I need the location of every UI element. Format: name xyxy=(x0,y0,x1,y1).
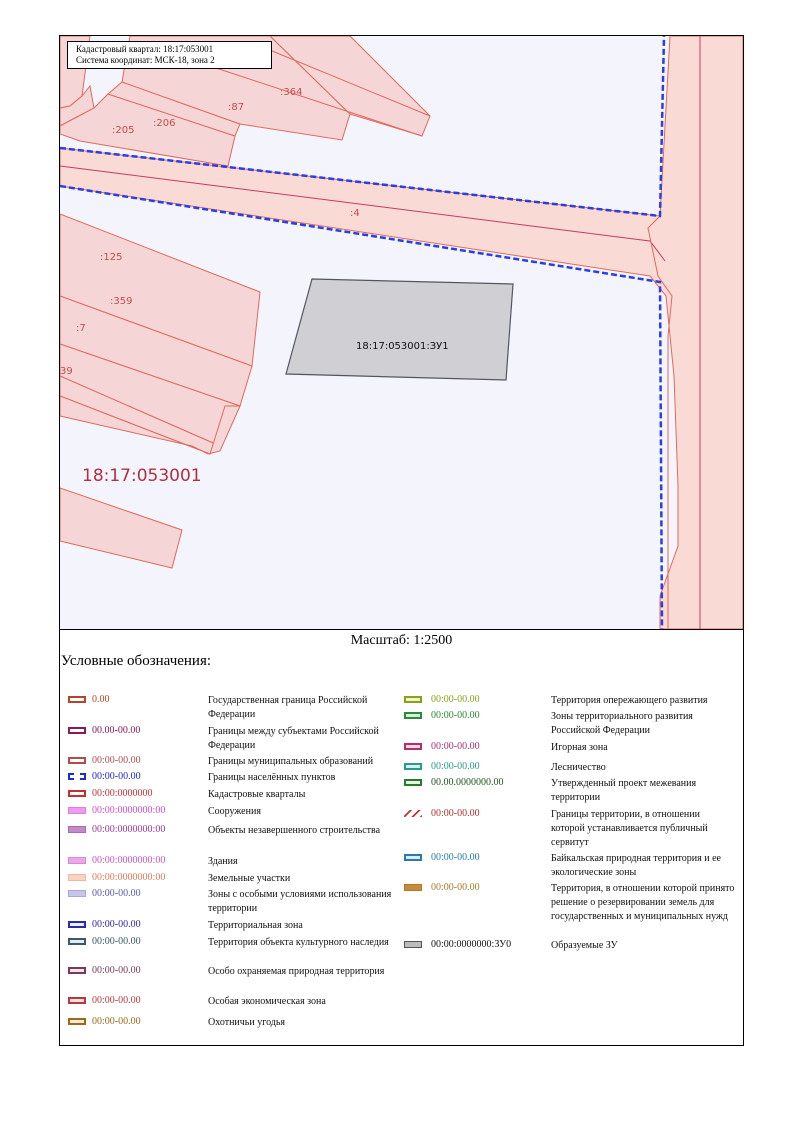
legend-description: Территория опережающего развития xyxy=(551,695,708,706)
legend-code: 00:00-00.00 xyxy=(431,852,480,863)
legend-swatch xyxy=(404,854,422,861)
legend-title: Условные обозначения: xyxy=(61,653,212,669)
label-364: :364 xyxy=(280,87,303,98)
info-quarter: Кадастровый квартал: 18:17:053001 xyxy=(76,44,214,54)
map-info-box xyxy=(67,41,272,69)
legend-swatch xyxy=(68,938,86,945)
legend-code: 00:00-00.00 xyxy=(431,710,480,721)
legend-code: 00:00:0000000:00 xyxy=(92,872,166,883)
legend-code: 00:00-00.00 xyxy=(431,882,480,893)
legend-code: 00:00:0000000:ЗУ0 xyxy=(431,939,512,950)
legend-description: Зоны с особыми условиями использования территории xyxy=(208,889,392,914)
legend-swatch xyxy=(404,810,422,817)
legend-description: Земельные участки xyxy=(208,873,291,884)
legend-swatch xyxy=(68,773,86,780)
legend-code: 00:00:0000000:00 xyxy=(92,855,166,866)
legend-description: Особая экономическая зона xyxy=(208,996,326,1007)
new-parcel-zu1[interactable] xyxy=(286,279,513,380)
legend-code: 00:00-00.00 xyxy=(92,755,141,766)
legend-code: 00:00-00.00 xyxy=(431,694,480,705)
legend-description: Лесничество xyxy=(551,762,606,773)
legend-code: 00:00:0000000 xyxy=(92,788,153,799)
legend-code: 00.00.0000000.00 xyxy=(431,777,504,788)
legend-description: Территория объекта культурного наследия xyxy=(208,937,389,948)
label-87: :87 xyxy=(228,102,245,113)
label-39: 39 xyxy=(60,366,73,377)
legend-code: 00:00-00.00 xyxy=(92,995,141,1006)
label-205: :205 xyxy=(112,125,135,136)
label-359: :359 xyxy=(110,296,133,307)
quarter-label: 18:17:053001 xyxy=(82,466,202,486)
legend-code: 00:00-00.00 xyxy=(92,965,141,976)
legend-swatch xyxy=(68,727,86,734)
legend-swatch xyxy=(68,857,86,864)
legend-code: 00.00-00.00 xyxy=(92,725,141,736)
legend-swatch xyxy=(68,874,86,881)
legend-description: Образуемые ЗУ xyxy=(551,940,618,951)
legend-code: 00:00-00.00 xyxy=(431,741,480,752)
legend-code: 0.00 xyxy=(92,694,110,705)
legend-description: Границы населённых пунктов xyxy=(208,772,336,783)
legend-code: 00:00-00.00 xyxy=(92,888,141,899)
legend-description: Зоны территориального развития Российской Федерации xyxy=(551,711,693,736)
label-zu1: 18:17:053001:ЗУ1 xyxy=(356,341,449,352)
legend-code: 00:00:0000000:00 xyxy=(92,824,166,835)
legend-description: Государственная граница Российской Федерации xyxy=(208,695,368,720)
legend-description: Границы муниципальных образований xyxy=(208,756,374,767)
legend-description: Объекты незавершенного строительства xyxy=(208,825,381,836)
legend-swatch xyxy=(68,790,86,797)
legend-code: 00:00-00.00 xyxy=(92,1016,141,1027)
label-4: :4 xyxy=(350,208,360,219)
legend-swatch xyxy=(68,921,86,928)
legend-description: Здания xyxy=(208,856,238,867)
legend-swatch xyxy=(68,696,86,703)
legend-description: Байкальская природная территория и ее экологические зоны xyxy=(551,853,721,878)
label-206: :206 xyxy=(153,118,176,129)
map-canvas xyxy=(60,36,743,629)
legend-description: Территория, в отношении которой принято решение о резервировании земель для государственных и муниципальных нужд xyxy=(551,883,735,922)
cadastral-map[interactable] xyxy=(60,36,743,630)
legend-swatch xyxy=(404,763,422,770)
legend-description: Охотничьи угодья xyxy=(208,1017,286,1028)
info-coordinate-system: Система координат: МСК-18, зона 2 xyxy=(76,55,215,65)
legend-swatch xyxy=(404,743,422,750)
legend-description: Игорная зона xyxy=(551,742,608,753)
legend-swatch xyxy=(68,1018,86,1025)
legend-swatch xyxy=(68,967,86,974)
legend-description: Особо охраняемая природная территория xyxy=(208,966,385,977)
legend-code: 00:00-00.00 xyxy=(92,771,141,782)
parcel-bottom-left xyxy=(60,488,182,568)
legend-code: 00:00:0000000:00 xyxy=(92,805,166,816)
legend-description: Границы между субъектами Российской Федерации xyxy=(208,726,379,751)
legend-swatch xyxy=(68,826,86,833)
legend-swatch xyxy=(404,884,422,891)
legend-description: Территориальная зона xyxy=(208,920,303,931)
legend-description: Границы территории, в отношении которой устанавливается публичный сервитут xyxy=(551,809,708,848)
legend-swatch xyxy=(68,807,86,814)
map-scale: Масштаб: 1:2500 xyxy=(350,633,453,648)
legend-code: 00:00-00.00 xyxy=(92,936,141,947)
legend-swatch xyxy=(68,757,86,764)
label-7: :7 xyxy=(76,323,86,334)
legend-code: 00:00-00.00 xyxy=(431,761,480,772)
legend-description: Утвержденный проект межевания территории xyxy=(551,778,697,803)
legend-swatch xyxy=(404,712,422,719)
legend-swatch xyxy=(68,997,86,1004)
legend-description: Сооружения xyxy=(208,806,261,817)
legend-code: 00:00-00.00 xyxy=(92,919,141,930)
label-125: :125 xyxy=(100,252,123,263)
legend-swatch xyxy=(404,696,422,703)
legend-description: Кадастровые кварталы xyxy=(208,789,306,800)
legend-swatch xyxy=(404,779,422,786)
legend-swatch xyxy=(404,941,422,948)
legend-swatch xyxy=(68,890,86,897)
legend-code: 00:00-00.00 xyxy=(431,808,480,819)
